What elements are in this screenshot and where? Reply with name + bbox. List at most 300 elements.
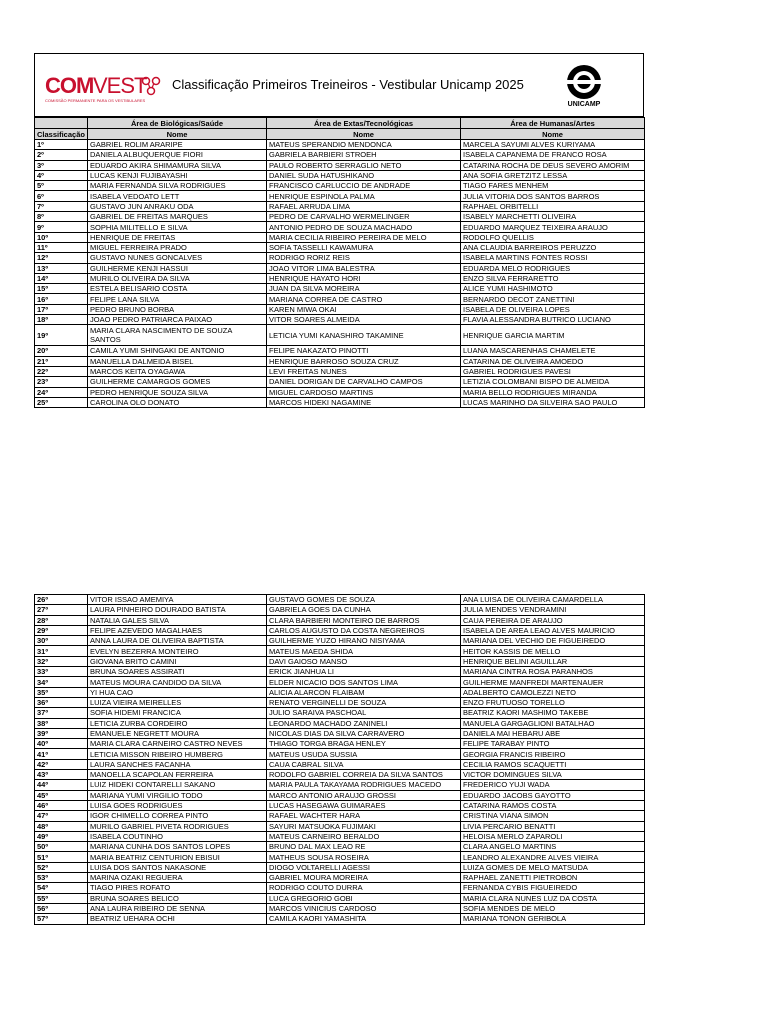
- bio-name-cell: GUILHERME CAMARGOS GOMES: [88, 377, 267, 387]
- table-row: [35, 718, 645, 728]
- bio-name-cell: BRUNA SOARES BELICO: [88, 893, 267, 903]
- table-row: [35, 181, 645, 191]
- rank-cell: 35º: [35, 687, 88, 697]
- humanas-name-cell: ANA SOFIA GRETZITZ LESSA: [461, 170, 645, 180]
- bio-name-cell: ANNA LAURA DE OLIVEIRA BAPTISTA: [88, 636, 267, 646]
- rank-cell: 31º: [35, 646, 88, 656]
- bio-name-cell: LAURA PINHEIRO DOURADO BATISTA: [88, 605, 267, 615]
- humanas-name-cell: CATARINA DE OLIVEIRA AMOEDO: [461, 356, 645, 366]
- exatas-name-cell: FRANCISCO CARLUCCIO DE ANDRADE: [267, 181, 461, 191]
- bio-name-cell: FELIPE LANA SILVA: [88, 294, 267, 304]
- exatas-name-cell: JOAO VITOR LIMA BALESTRA: [267, 263, 461, 273]
- bio-name-cell: LETICIA MISSON RIBEIRO HUMBERG: [88, 749, 267, 759]
- table-row: [35, 790, 645, 800]
- rank-cell: 45º: [35, 790, 88, 800]
- humanas-name-cell: DANIELA MAI HEBARU ABE: [461, 728, 645, 738]
- humanas-name-cell: GUILHERME MANFREDI MARTENAUER: [461, 677, 645, 687]
- comvest-logo: [45, 73, 160, 103]
- rank-cell: 20º: [35, 346, 88, 356]
- exatas-name-cell: RENATO VERGINELLI DE SOUZA: [267, 697, 461, 707]
- rank-cell: 8º: [35, 212, 88, 222]
- bio-name-cell: LUIZA VIEIRA MEIRELLES: [88, 697, 267, 707]
- humanas-name-cell: MARIA CLARA NUNES LUZ DA COSTA: [461, 893, 645, 903]
- rank-cell: 24º: [35, 387, 88, 397]
- area-bio-header: Área de Biológicas/Saúde: [88, 118, 267, 129]
- rank-cell: 16º: [35, 294, 88, 304]
- humanas-name-cell: EDUARDO JACOBS GAYOTTO: [461, 790, 645, 800]
- exatas-name-cell: RODRIGO COUTO DURRA: [267, 883, 461, 893]
- exatas-name-cell: NICOLAS DIAS DA SILVA CARRAVERO: [267, 728, 461, 738]
- table-row: [35, 346, 645, 356]
- humanas-name-cell: HELOISA MERLO ZAPAROLI: [461, 831, 645, 841]
- area-humanas-header: Área de Humanas/Artes: [461, 118, 645, 129]
- humanas-name-cell: CLARA ANGELO MARTINS: [461, 842, 645, 852]
- humanas-name-cell: BERNARDO DECOT ZANETTINI: [461, 294, 645, 304]
- table-row: [35, 656, 645, 666]
- rank-cell: 54º: [35, 883, 88, 893]
- table-row: [35, 605, 645, 615]
- rank-cell: 15º: [35, 284, 88, 294]
- rank-cell: 5º: [35, 181, 88, 191]
- humanas-name-cell: ISABELA DE OLIVEIRA LOPES: [461, 304, 645, 314]
- bio-name-cell: MARIA CLARA NASCIMENTO DE SOUZA SANTOS: [88, 325, 267, 346]
- humanas-name-cell: SOFIA MENDES DE MELO: [461, 903, 645, 913]
- comvest-mark-icon: [141, 76, 161, 96]
- rank-cell: 18º: [35, 315, 88, 325]
- bio-name-cell: MANUELLA DALMEIDA BISEL: [88, 356, 267, 366]
- bio-name-cell: MARCOS KEITA OYAGAWA: [88, 366, 267, 376]
- table-row: [35, 862, 645, 872]
- rank-cell: 55º: [35, 893, 88, 903]
- exatas-name-cell: MARCOS VINICIUS CARDOSO: [267, 903, 461, 913]
- exatas-name-cell: LETICIA YUMI KANASHIRO TAKAMINE: [267, 325, 461, 346]
- humanas-name-cell: ALICE YUMI HASHIMOTO: [461, 284, 645, 294]
- rank-cell: 17º: [35, 304, 88, 314]
- ranking-body-part1: [35, 140, 645, 408]
- exatas-name-cell: GABRIEL MOURA MOREIRA: [267, 873, 461, 883]
- exatas-name-cell: BRUNO DAL MAX LEAO RE: [267, 842, 461, 852]
- exatas-name-cell: MARCO ANTONIO ARAUJO GROSSI: [267, 790, 461, 800]
- humanas-name-cell: ANA LUISA DE OLIVEIRA CAMARDELLA: [461, 595, 645, 605]
- bio-name-cell: TIAGO PIRES ROFATO: [88, 883, 267, 893]
- bio-name-cell: MURILO OLIVEIRA DA SILVA: [88, 273, 267, 283]
- table-row: [35, 770, 645, 780]
- table-row: [35, 739, 645, 749]
- bio-name-cell: MATEUS MOURA CANDIDO DA SILVA: [88, 677, 267, 687]
- bio-name-cell: GIOVANA BRITO CAMINI: [88, 656, 267, 666]
- table-row: [35, 687, 645, 697]
- exatas-name-cell: ALICIA ALARCON FLAIBAM: [267, 687, 461, 697]
- table-row: [35, 242, 645, 252]
- bio-name-cell: MARIA FERNANDA SILVA RODRIGUES: [88, 181, 267, 191]
- table-row: [35, 397, 645, 407]
- bio-name-cell: ESTELA BELISARIO COSTA: [88, 284, 267, 294]
- exatas-name-cell: MIGUEL CARDOSO MARTINS: [267, 387, 461, 397]
- bio-name-cell: MURILO GABRIEL PIVETA RODRIGUES: [88, 821, 267, 831]
- rank-cell: 19º: [35, 325, 88, 346]
- bio-name-cell: MARIANA CUNHA DOS SANTOS LOPES: [88, 842, 267, 852]
- humanas-name-cell: ISABELA DE AREA LEAO ALVES MAURICIO: [461, 625, 645, 635]
- table-row: [35, 914, 645, 924]
- table-row: [35, 201, 645, 211]
- humanas-name-cell: TIAGO FARES MENHEM: [461, 181, 645, 191]
- table-row: [35, 842, 645, 852]
- bio-name-cell: PEDRO BRUNO BORBA: [88, 304, 267, 314]
- exatas-name-cell: LUCA GREGORIO GOBI: [267, 893, 461, 903]
- rank-cell: 3º: [35, 160, 88, 170]
- bio-name-cell: BEATRIZ UEHARA OCHI: [88, 914, 267, 924]
- nome-header-humanas: Nome: [461, 129, 645, 140]
- rank-cell: 46º: [35, 800, 88, 810]
- rank-cell: 43º: [35, 770, 88, 780]
- rank-cell: 42º: [35, 759, 88, 769]
- table-row: [35, 595, 645, 605]
- rank-cell: 56º: [35, 903, 88, 913]
- exatas-name-cell: LEVI FREITAS NUNES: [267, 366, 461, 376]
- rank-cell: 34º: [35, 677, 88, 687]
- logo-tagline: COMISSÃO PERMANENTE PARA OS VESTIBULARES: [45, 98, 146, 103]
- rank-cell: 26º: [35, 595, 88, 605]
- rank-cell: 38º: [35, 718, 88, 728]
- humanas-name-cell: JULIA VITORIA DOS SANTOS BARROS: [461, 191, 645, 201]
- humanas-name-cell: CATARINA ROCHA DE DEUS SEVERO AMORIM: [461, 160, 645, 170]
- exatas-name-cell: PEDRO DE CARVALHO WERMELINGER: [267, 212, 461, 222]
- exatas-name-cell: MATEUS CARNEIRO BERALDO: [267, 831, 461, 841]
- rank-cell: 11º: [35, 242, 88, 252]
- rank-cell: 52º: [35, 862, 88, 872]
- exatas-name-cell: DANIEL DORIGAN DE CARVALHO CAMPOS: [267, 377, 461, 387]
- humanas-name-cell: VICTOR DOMINGUES SILVA: [461, 770, 645, 780]
- table-row: [35, 821, 645, 831]
- rank-cell: 36º: [35, 697, 88, 707]
- exatas-name-cell: PAULO ROBERTO SERRAGLIO NETO: [267, 160, 461, 170]
- rank-cell: 48º: [35, 821, 88, 831]
- humanas-name-cell: ISABELA MARTINS FONTES ROSSI: [461, 253, 645, 263]
- bio-name-cell: GABRIEL ROLIM ARARIPE: [88, 140, 267, 150]
- table-row: [35, 893, 645, 903]
- bio-name-cell: EVELYN BEZERRA MONTEIRO: [88, 646, 267, 656]
- table-row: [35, 667, 645, 677]
- rank-cell: 14º: [35, 273, 88, 283]
- exatas-name-cell: CAUA CABRAL SILVA: [267, 759, 461, 769]
- table-row: [35, 366, 645, 376]
- exatas-name-cell: DIOGO VOLTARELLI AGESSI: [267, 862, 461, 872]
- table-row: [35, 160, 645, 170]
- bio-name-cell: MARIA BEATRIZ CENTURION EBISUI: [88, 852, 267, 862]
- logo-vest-text: VEST: [93, 73, 147, 98]
- humanas-name-cell: MARIA BELLO RODRIGUES MIRANDA: [461, 387, 645, 397]
- table-row: [35, 873, 645, 883]
- rank-cell: 33º: [35, 667, 88, 677]
- humanas-name-cell: BEATRIZ KAORI MASHIMO TAKEBE: [461, 708, 645, 718]
- bio-name-cell: LUIZ HIDEKI CONTARELLI SAKANO: [88, 780, 267, 790]
- humanas-name-cell: HENRIQUE BELINI AGUILLAR: [461, 656, 645, 666]
- humanas-name-cell: LUANA MASCARENHAS CHAMELETE: [461, 346, 645, 356]
- rank-cell: 28º: [35, 615, 88, 625]
- bio-name-cell: CAMILA YUMI SHINGAKI DE ANTONIO: [88, 346, 267, 356]
- humanas-name-cell: FLAVIA ALESSANDRA BUTRICO LUCIANO: [461, 315, 645, 325]
- exatas-name-cell: MARCOS HIDEKI NAGAMINE: [267, 397, 461, 407]
- table-row: [35, 646, 645, 656]
- area-blank-cell: [35, 118, 88, 129]
- bio-name-cell: IGOR CHIMELLO CORREA PINTO: [88, 811, 267, 821]
- humanas-name-cell: MARCELA SAYUMI ALVES KURIYAMA: [461, 140, 645, 150]
- area-header-row: [35, 118, 645, 129]
- column-header-row: [35, 129, 645, 140]
- humanas-name-cell: EDUARDA MELO RODRIGUES: [461, 263, 645, 273]
- humanas-name-cell: LUCAS MARINHO DA SILVEIRA SAO PAULO: [461, 397, 645, 407]
- rank-cell: 4º: [35, 170, 88, 180]
- exatas-name-cell: GUSTAVO GOMES DE SOUZA: [267, 595, 461, 605]
- table-row: [35, 294, 645, 304]
- rank-cell: 50º: [35, 842, 88, 852]
- exatas-name-cell: ANTONIO PEDRO DE SOUZA MACHADO: [267, 222, 461, 232]
- bio-name-cell: SOPHIA MILITELLO E SILVA: [88, 222, 267, 232]
- table-row: [35, 304, 645, 314]
- exatas-name-cell: MATEUS USUDA SUSSIA: [267, 749, 461, 759]
- exatas-name-cell: CARLOS AUGUSTO DA COSTA NEGREIROS: [267, 625, 461, 635]
- table-row: [35, 284, 645, 294]
- humanas-name-cell: LIVIA PERCARIO BENATTI: [461, 821, 645, 831]
- table-row: [35, 253, 645, 263]
- table-row: [35, 232, 645, 242]
- bio-name-cell: ISABELA VEDOATO LETT: [88, 191, 267, 201]
- humanas-name-cell: RODOLFO QUELLIS: [461, 232, 645, 242]
- exatas-name-cell: GABRIELA BARBIERI STROEH: [267, 150, 461, 160]
- table-row: [35, 636, 645, 646]
- table-row: [35, 903, 645, 913]
- humanas-name-cell: MARIANA DEL VECHIO DE FIGUEIREDO: [461, 636, 645, 646]
- humanas-name-cell: JULIA MENDES VENDRAMINI: [461, 605, 645, 615]
- table-row: [35, 883, 645, 893]
- bio-name-cell: GABRIEL DE FREITAS MARQUES: [88, 212, 267, 222]
- bio-name-cell: VITOR ISSAO AMEMIYA: [88, 595, 267, 605]
- page-title: Classificação Primeiros Treineiros - Vestibular Unicamp 2025: [172, 77, 524, 92]
- table-row: [35, 625, 645, 635]
- rank-cell: 22º: [35, 366, 88, 376]
- rank-cell: 32º: [35, 656, 88, 666]
- exatas-name-cell: JULIO SARAIVA PASCHOAL: [267, 708, 461, 718]
- table-row: [35, 759, 645, 769]
- exatas-name-cell: VITOR SOARES ALMEIDA: [267, 315, 461, 325]
- exatas-name-cell: RODOLFO GABRIEL CORREIA DA SILVA SANTOS: [267, 770, 461, 780]
- bio-name-cell: LAURA SANCHES FACANHA: [88, 759, 267, 769]
- exatas-name-cell: SOFIA TASSELLI KAWAMURA: [267, 242, 461, 252]
- bio-name-cell: SOFIA HIDEMI FRANCICA: [88, 708, 267, 718]
- unicamp-label: UNICAMP: [567, 101, 601, 108]
- exatas-name-cell: JUAN DA SILVA MOREIRA: [267, 284, 461, 294]
- table-row: [35, 697, 645, 707]
- logo-com-text: COM: [45, 73, 94, 98]
- classificacao-header: Classificação: [35, 129, 88, 140]
- bio-name-cell: JOAO PEDRO PATRIARCA PAIXAO: [88, 315, 267, 325]
- table-row: [35, 222, 645, 232]
- humanas-name-cell: CAUA PEREIRA DE ARAUJO: [461, 615, 645, 625]
- bio-name-cell: BRUNA SOARES ASSIRATI: [88, 667, 267, 677]
- exatas-name-cell: LEONARDO MACHADO ZANINELI: [267, 718, 461, 728]
- humanas-name-cell: GABRIEL RODRIGUES PAVESI: [461, 366, 645, 376]
- humanas-name-cell: FREDERICO YUJI WADA: [461, 780, 645, 790]
- rank-cell: 27º: [35, 605, 88, 615]
- table-row: [35, 356, 645, 366]
- table-row: [35, 140, 645, 150]
- exatas-name-cell: MATEUS SPERANDIO MENDONCA: [267, 140, 461, 150]
- rank-cell: 9º: [35, 222, 88, 232]
- table-row: [35, 150, 645, 160]
- humanas-name-cell: ISABELA CAPANEMA DE FRANCO ROSA: [461, 150, 645, 160]
- humanas-name-cell: ADALBERTO CAMOLEZZI NETO: [461, 687, 645, 697]
- bio-name-cell: NATALIA GALES SILVA: [88, 615, 267, 625]
- table-row: [35, 170, 645, 180]
- table-row: [35, 315, 645, 325]
- bio-name-cell: YI HUA CAO: [88, 687, 267, 697]
- table-row: [35, 749, 645, 759]
- humanas-name-cell: RAPHAEL ZANETTI PIETROBON: [461, 873, 645, 883]
- table-row: [35, 811, 645, 821]
- rank-cell: 13º: [35, 263, 88, 273]
- exatas-name-cell: SAYURI MATSUOKA FUJIMAKI: [267, 821, 461, 831]
- humanas-name-cell: CATARINA RAMOS COSTA: [461, 800, 645, 810]
- humanas-name-cell: HENRIQUE GARCIA MARTIM: [461, 325, 645, 346]
- exatas-name-cell: CLARA BARBIERI MONTEIRO DE BARROS: [267, 615, 461, 625]
- rank-cell: 40º: [35, 739, 88, 749]
- nome-header-exatas: Nome: [267, 129, 461, 140]
- rank-cell: 47º: [35, 811, 88, 821]
- bio-name-cell: EDUARDO AKIRA SHIMAMURA SILVA: [88, 160, 267, 170]
- rank-cell: 51º: [35, 852, 88, 862]
- exatas-name-cell: HENRIQUE BARROSO SOUZA CRUZ: [267, 356, 461, 366]
- bio-name-cell: MARIA CLARA CARNEIRO CASTRO NEVES: [88, 739, 267, 749]
- humanas-name-cell: ISABELY MARCHETTI OLIVEIRA: [461, 212, 645, 222]
- humanas-name-cell: ENZO FRUTUOSO TORELLO: [461, 697, 645, 707]
- exatas-name-cell: ERICK JIANHUA LI: [267, 667, 461, 677]
- table-row: [35, 728, 645, 738]
- exatas-name-cell: RAFAEL ARRUDA LIMA: [267, 201, 461, 211]
- bio-name-cell: FELIPE AZEVEDO MAGALHAES: [88, 625, 267, 635]
- humanas-name-cell: MARIANA TONON GERIBOLA: [461, 914, 645, 924]
- bio-name-cell: LUISA DOS SANTOS NAKASONE: [88, 862, 267, 872]
- exatas-name-cell: MARIA CECILIA RIBEIRO PEREIRA DE MELO: [267, 232, 461, 242]
- exatas-name-cell: ELDER NICACIO DOS SANTOS LIMA: [267, 677, 461, 687]
- ranking-table-part2: [34, 594, 645, 925]
- table-row: [35, 273, 645, 283]
- bio-name-cell: MANOELLA SCAPOLAN FERREIRA: [88, 770, 267, 780]
- exatas-name-cell: MATHEUS SOUSA ROSEIRA: [267, 852, 461, 862]
- rank-cell: 41º: [35, 749, 88, 759]
- rank-cell: 37º: [35, 708, 88, 718]
- humanas-name-cell: EDUARDO MARQUEZ TEIXEIRA ARAUJO: [461, 222, 645, 232]
- table-row: [35, 615, 645, 625]
- bio-name-cell: LUCAS KENJI FUJIBAYASHI: [88, 170, 267, 180]
- rank-cell: 29º: [35, 625, 88, 635]
- humanas-name-cell: FELIPE TARABAY PINTO: [461, 739, 645, 749]
- exatas-name-cell: RAFAEL WACHTER HARA: [267, 811, 461, 821]
- ranking-body-part2: [35, 595, 645, 925]
- rank-cell: 49º: [35, 831, 88, 841]
- exatas-name-cell: CAMILA KAORI YAMASHITA: [267, 914, 461, 924]
- document-header: [34, 53, 644, 117]
- exatas-name-cell: THIAGO TORGA BRAGA HENLEY: [267, 739, 461, 749]
- bio-name-cell: ISABELA COUTINHO: [88, 831, 267, 841]
- bio-name-cell: PEDRO HENRIQUE SOUZA SILVA: [88, 387, 267, 397]
- area-exatas-header: Área de Extas/Tecnológicas: [267, 118, 461, 129]
- exatas-name-cell: MARIANA CORREA DE CASTRO: [267, 294, 461, 304]
- exatas-name-cell: FELIPE NAKAZATO PINOTTI: [267, 346, 461, 356]
- bio-name-cell: GUSTAVO NUNES GONCALVES: [88, 253, 267, 263]
- humanas-name-cell: FERNANDA CYBIS FIGUEIREDO: [461, 883, 645, 893]
- unicamp-emblem-icon: [558, 64, 610, 100]
- humanas-name-cell: CECILIA RAMOS SCAQUETTI: [461, 759, 645, 769]
- bio-name-cell: EMANUELE NEGRETT MOURA: [88, 728, 267, 738]
- bio-name-cell: MARINA OZAKI REGUERA: [88, 873, 267, 883]
- bio-name-cell: GUSTAVO JUN ANRAKU ODA: [88, 201, 267, 211]
- table-row: [35, 800, 645, 810]
- table-row: [35, 708, 645, 718]
- table-row: [35, 212, 645, 222]
- table-row: [35, 852, 645, 862]
- bio-name-cell: MIGUEL FERREIRA PRADO: [88, 242, 267, 252]
- rank-cell: 44º: [35, 780, 88, 790]
- table-row: [35, 325, 645, 346]
- exatas-name-cell: LUCAS HASEGAWA GUIMARAES: [267, 800, 461, 810]
- exatas-name-cell: GABRIELA GOES DA CUNHA: [267, 605, 461, 615]
- exatas-name-cell: HENRIQUE ESPINOLA PALMA: [267, 191, 461, 201]
- bio-name-cell: MARIANA YUMI VIRGILIO TODO: [88, 790, 267, 800]
- table-row: [35, 263, 645, 273]
- table-row: [35, 831, 645, 841]
- humanas-name-cell: LUIZA GOMES DE MELO MATSUDA: [461, 862, 645, 872]
- exatas-name-cell: MATEUS MAEDA SHIDA: [267, 646, 461, 656]
- exatas-name-cell: DAVI GAIOSO MANSO: [267, 656, 461, 666]
- table-row: [35, 677, 645, 687]
- rank-cell: 23º: [35, 377, 88, 387]
- humanas-name-cell: HEITOR KASSIS DE MELLO: [461, 646, 645, 656]
- ranking-table-part1: [34, 117, 645, 408]
- humanas-name-cell: GEORGIA FRANCIS RIBEIRO: [461, 749, 645, 759]
- bio-name-cell: HENRIQUE DE FREITAS: [88, 232, 267, 242]
- exatas-name-cell: RODRIGO RORIZ REIS: [267, 253, 461, 263]
- exatas-name-cell: DANIEL SUDA HATUSHIKANO: [267, 170, 461, 180]
- rank-cell: 39º: [35, 728, 88, 738]
- table-row: [35, 377, 645, 387]
- rank-cell: 57º: [35, 914, 88, 924]
- humanas-name-cell: LETIZIA COLOMBANI BISPO DE ALMEIDA: [461, 377, 645, 387]
- humanas-name-cell: RAPHAEL ORBITELLI: [461, 201, 645, 211]
- rank-cell: 7º: [35, 201, 88, 211]
- bio-name-cell: LUISA GOES RODRIGUES: [88, 800, 267, 810]
- humanas-name-cell: MANUELA GARGAGLIONI BATALHAO: [461, 718, 645, 728]
- bio-name-cell: DANIELA ALBUQUERQUE FIORI: [88, 150, 267, 160]
- rank-cell: 1º: [35, 140, 88, 150]
- rank-cell: 10º: [35, 232, 88, 242]
- humanas-name-cell: ANA CLAUDIA BARREIROS PERUZZO: [461, 242, 645, 252]
- rank-cell: 2º: [35, 150, 88, 160]
- humanas-name-cell: LEANDRO ALEXANDRE ALVES VIEIRA: [461, 852, 645, 862]
- table-row: [35, 387, 645, 397]
- bio-name-cell: GUILHERME KENJI HASSUI: [88, 263, 267, 273]
- humanas-name-cell: CRISTINA VIANA SIMON: [461, 811, 645, 821]
- bio-name-cell: ANA LAURA RIBEIRO DE SENNA: [88, 903, 267, 913]
- rank-cell: 12º: [35, 253, 88, 263]
- nome-header-bio: Nome: [88, 129, 267, 140]
- rank-cell: 25º: [35, 397, 88, 407]
- exatas-name-cell: HENRIQUE HAYATO HORI: [267, 273, 461, 283]
- table-row: [35, 191, 645, 201]
- exatas-name-cell: MARIA PAULA TAKAYAMA RODRIGUES MACEDO: [267, 780, 461, 790]
- unicamp-logo: [558, 64, 610, 112]
- table-row: [35, 780, 645, 790]
- humanas-name-cell: ENZO SILVA FERRARETTO: [461, 273, 645, 283]
